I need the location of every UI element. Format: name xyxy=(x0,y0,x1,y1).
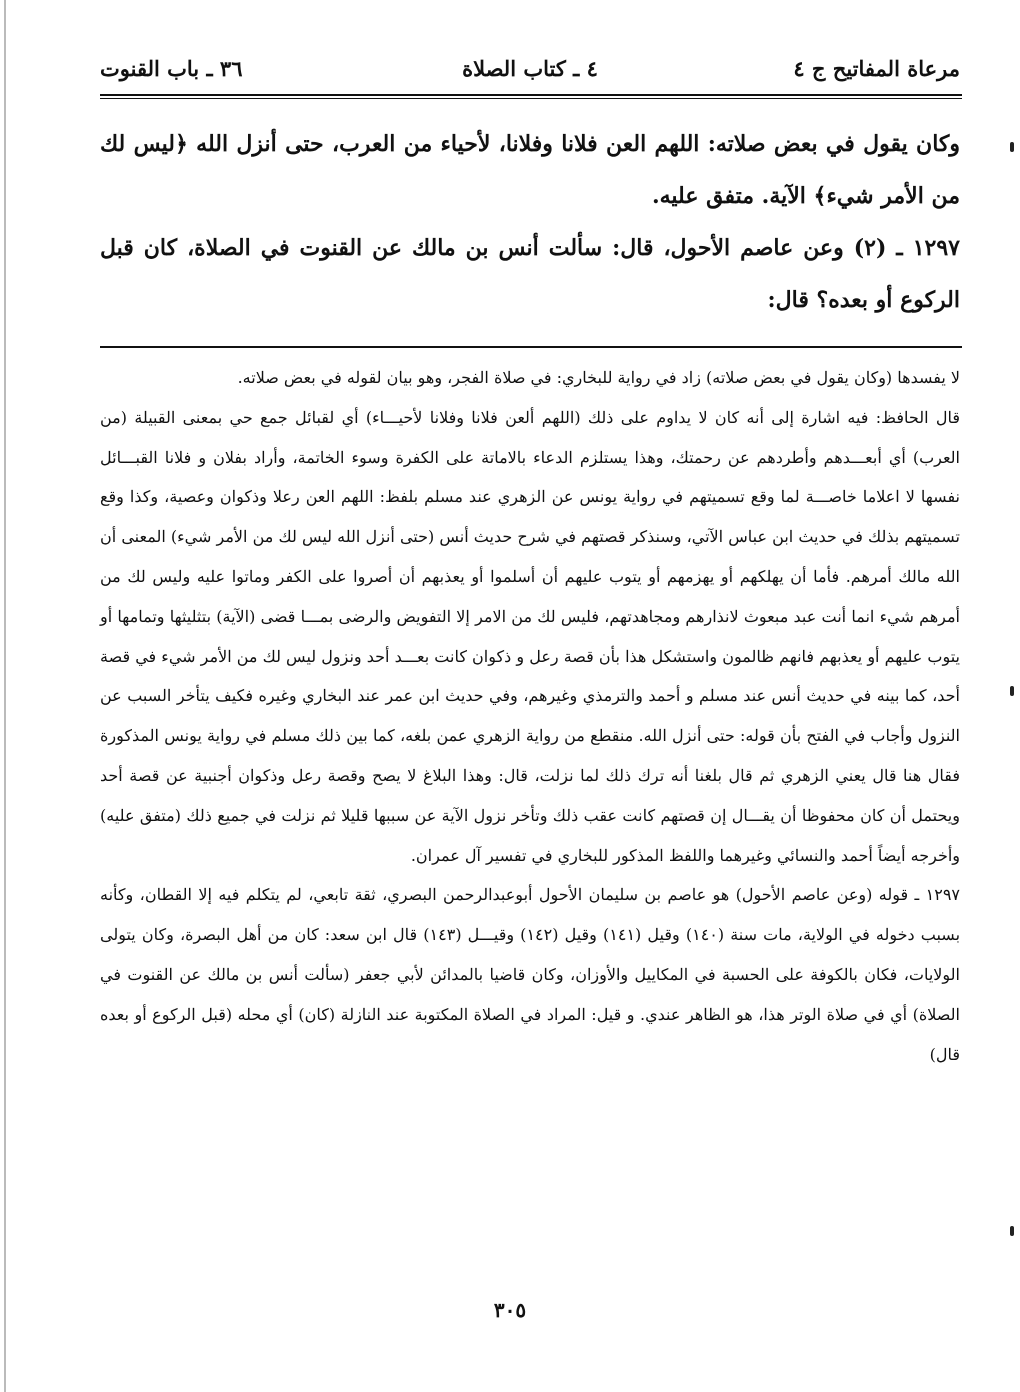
footnote-separator xyxy=(100,346,962,348)
commentary-paragraph-2: قال الحافظ: فيه اشارة إلى أنه كان لا يداوم على ذلك (اللهم ألعن فلانا وفلانا لأحيـــاء) أي لقبائل جمع حي بمعنى القبيلة (من العرب) أي أبعـــدهم وأطردهم عن رحمتك، وهذا يستلزم الدعاء بالاماتة على الكفرة وسوء الخاتمة، وأراد بفلان و فلانا القبـــائل نفسها لا اعلاما خاصـــة لما وقع تسميتهم في رواية يونس عن الزهري عند مسلم بلفظ: اللهم العن رعلا وذكوان وعصية، وكذا وقع تسميتهم بذلك في حديث ابن عباس الآتي، وسنذكر قصتهم في شرح حديث أنس (حتى أنزل الله ليس لك من الأمر شيء) المعنى أن الله مالك أمرهم. فأما أن يهلكهم أو يهزمهم أو يتوب عليهم أن أسلموا أو يعذبهم أن أصروا على الكفر وماتوا عليه وليس لك من أمرهم شيء انما أنت عبد مبعوث لانذارهم ومجاهدتهم، فليس لك من الامر إلا التفويض والرضى بمـــا قضى (الآية) بتثليثها وتمامها أو يتوب عليهم أو يعذبهم فانهم ظالمون واستشكل هذا بأن قصة رعل و ذكوان كانت بعـــد أحد ونزول ليس لك من الأمر شيء في قصة أحد، كما بينه في حديث أنس عند مسلم و أحمد والترمذي وغيرهم، وفي حديث ابن عمر عند البخاري وغيره فكيف يتأخر السبب عن النزول وأجاب في الفتح بأن قوله: حتى أنزل الله. منقطع من رواية الزهري عمن بلغه، كما بين ذلك مسلم في رواية يونس المذكورة فقال هنا قال يعني الزهري ثم قال بلغنا أنه ترك ذلك لما نزلت، قال: وهذا البلاغ لا يصح وقصة رعل وذكوان أجنبية عن قصة أحد ويحتمل أن كان محفوظا أن يقـــال إن قصتهم كانت عقب ذلك وتأخر نزول الآية عن سببها قليلا ثم نزلت في جميع ذلك (متفق عليه) وأخرجه أيضاً أحمد والنسائي وغيرهما واللفظ المذكور للبخاري في تفسير آل عمران. xyxy=(100,407,960,865)
header-rule xyxy=(100,94,962,96)
commentary xyxy=(100,358,960,1074)
header-rule-thin xyxy=(100,98,962,99)
hadith-text xyxy=(100,118,960,326)
hadith-paragraph-2: ١٢٩٧ ـ (٢) وعن عاصم الأحول، قال: سألت أنس بن مالك عن القنوت في الصلاة، كان قبل الركوع أو بعده؟ قال: xyxy=(100,235,960,313)
header-chapter: ٤ ـ كتاب الصلاة xyxy=(462,56,598,81)
margin-mark xyxy=(1010,1226,1014,1236)
page-edge-shadow xyxy=(4,0,6,1392)
page-number: ٣٠٥ xyxy=(493,1298,527,1322)
hadith-paragraph-1: وكان يقول في بعض صلاته: اللهم العن فلانا وفلانا، لأحياء من العرب، حتى أنزل الله ﴿ليس لك من الأمر شيء﴾ الآية. متفق عليه. xyxy=(100,131,960,209)
commentary-paragraph-3: ١٢٩٧ ـ قوله (وعن عاصم الأحول) هو عاصم بن سليمان الأحول أبوعبدالرحمن البصري، ثقة تابعي، لم يتكلم فيه إلا القطان، وكأنه بسبب دخوله في الولاية، مات سنة (١٤٠) وقيل (١٤١) وقيل (١٤٢) وقيـــل (١٤٣) قال ابن سعد: كان من أهل البصرة، وكان يتولى الولايات، فكان بالكوفة على الحسبة في المكاييل والأوزان، وكان قاضيا بالمدائن لأبي جعفر (سألت أنس بن مالك عن القنوت في الصلاة) أي في صلاة الوتر هذا، هو الظاهر عندي. و قيل: المراد في الصلاة المكتوبة عند النازلة (كان) أي محله (قبل الركوع أو بعده قال) xyxy=(100,885,961,1064)
margin-mark xyxy=(1010,142,1014,152)
header-book-title: مرعاة المفاتيح ج ٤ xyxy=(793,56,960,81)
running-header xyxy=(100,52,960,92)
header-section: ٣٦ ـ باب القنوت xyxy=(100,56,243,81)
margin-mark xyxy=(1010,686,1014,696)
commentary-paragraph-1: لا يفسدها (وكان يقول في بعض صلاته) زاد في رواية للبخاري: في صلاة الفجر، وهو بيان لقوله في بعض صلاته. xyxy=(237,368,960,387)
